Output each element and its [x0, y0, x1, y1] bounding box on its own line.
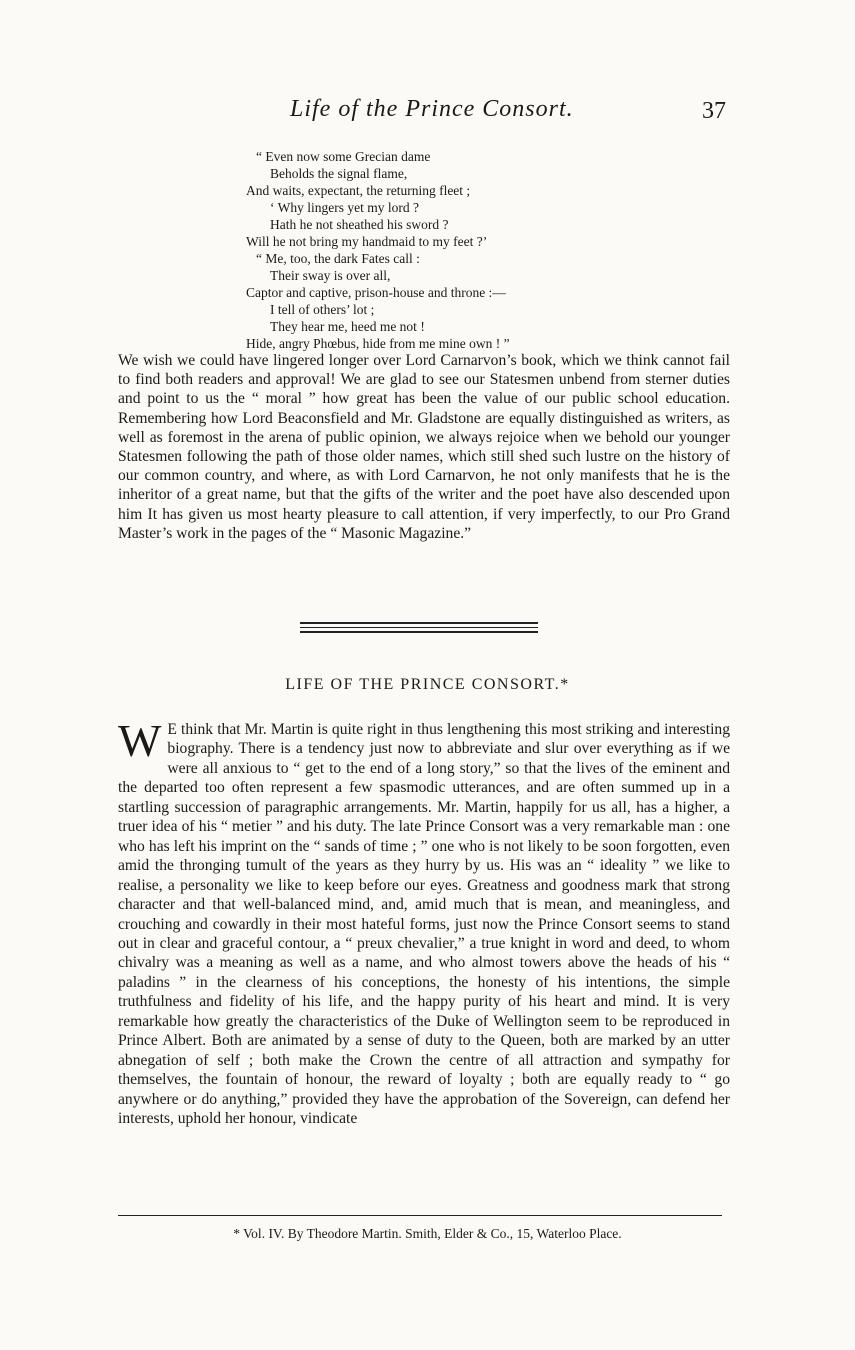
poem-line: They hear me, heed me not ! [270, 319, 425, 334]
footnote: * Vol. IV. By Theodore Martin. Smith, Elder & Co., 15, Waterloo Place. [233, 1226, 622, 1241]
section-divider-rule [300, 622, 538, 624]
poem-line: Hide, angry Phœbus, hide from me mine own ! ” [246, 336, 510, 351]
poem-line: ‘ Why lingers yet my lord ? [270, 200, 419, 215]
article-heading: LIFE OF THE PRINCE CONSORT.* [285, 676, 570, 693]
poem-line: “ Me, too, the dark Fates call : [256, 251, 420, 266]
page-number: 37 [702, 98, 726, 124]
running-head [0, 96, 855, 130]
poem-line: Their sway is over all, [270, 268, 391, 283]
running-title: Life of the Prince Consort. [290, 96, 574, 122]
poem-line: I tell of others’ lot ; [270, 302, 375, 317]
poem-line: “ Even now some Grecian dame [256, 149, 431, 164]
article-body [118, 715, 730, 1129]
poem-line: Will he not bring my handmaid to my feet ?’ [246, 234, 488, 249]
section-divider-rule [300, 627, 538, 628]
poem-line: Captor and captive, prison-house and throne :— [246, 285, 506, 300]
intro-paragraph: We wish we could have lingered longer over Lord Carnarvon’s book, which we think cannot fail to find both readers and approval! We are glad to see our Statesmen unbend from sterner duties and point to us the “ moral ” how great has been the value of our public school education. Remembering how Lord Beaconsfield and Mr. Gladstone are equally distinguished as writers, as well as foremost in the arena of public opinion, we always rejoice when we behold our younger Statesmen following the path of those older names, which still shed such lustre on the history of our common country, and where, as with Lord Carnarvon, he not only manifests that he is the inheritor of a great name, but that the gifts of the writer and the poet have also descended upon him It has given us most hearty pleasure to call attention, if very imperfectly, to our Pro Grand Master’s work in the pages of the “ Masonic Magazine.” [118, 352, 730, 542]
poem-line: And waits, expectant, the returning fleet ; [246, 183, 471, 198]
article-paragraph [118, 715, 730, 1129]
poem-quotation [240, 148, 680, 352]
footnote-rule [118, 1215, 722, 1216]
poem-line: Beholds the signal flame, [270, 166, 408, 181]
poem-line: Hath he not sheathed his sword ? [270, 217, 449, 232]
section-divider-rule [300, 631, 538, 633]
article-text: E think that Mr. Martin is quite right in thus lengthening this most striking and interesting biography. There is a tendency just now to abbreviate and slur over everything as if we were all anxious to “ get to the end of a long story,” so that the lives of the eminent and the departed too often represent a few spasmodic utterances, and are often summed up in a startling succession of paragraphic arrangements. Mr. Martin, happily for us all, has a higher, a truer idea of his “ metier ” and his duty. The late Prince Consort was a very remarkable man : one who has left his imprint on the “ sands of time ; ” one who is not likely to be soon forgotten, even amid the thronging tumult of the years as they hurry by us. His was an “ ideality ” we like to realise, a personality we like to keep before our eyes. Greatness and goodness mark that strong character and that well-balanced mind, and, amid much that is mean, and meaningless, and crouching and cowardly in their most hateful forms, just now the Prince Consort seems to stand out in clear and graceful contour, a “ preux chevalier,” a true knight in word and deed, to whom chivalry was a meaning as well as a name, and who almost towers above the heads of his “ paladins ” in the clearness of his conceptions, the honesty of his intentions, the simple truthfulness and fidelity of his life, and the happy purity of his heart and mind. It is very remarkable how greatly the characteristics of the Duke of Wellington seem to be reproduced in Prince Albert. Both are animated by a sense of duty to the Queen, both are marked by an utter abnegation of self ; both make the Crown the centre of all attraction and sympathy for themselves, the fountain of honour, the reward of loyalty ; both are equally ready to “ go anywhere or do anything,” provided they have the approbation of the Sovereign, can defend her interests, uphold her honour, vindicate [118, 721, 730, 1128]
drop-cap: W [118, 715, 162, 766]
